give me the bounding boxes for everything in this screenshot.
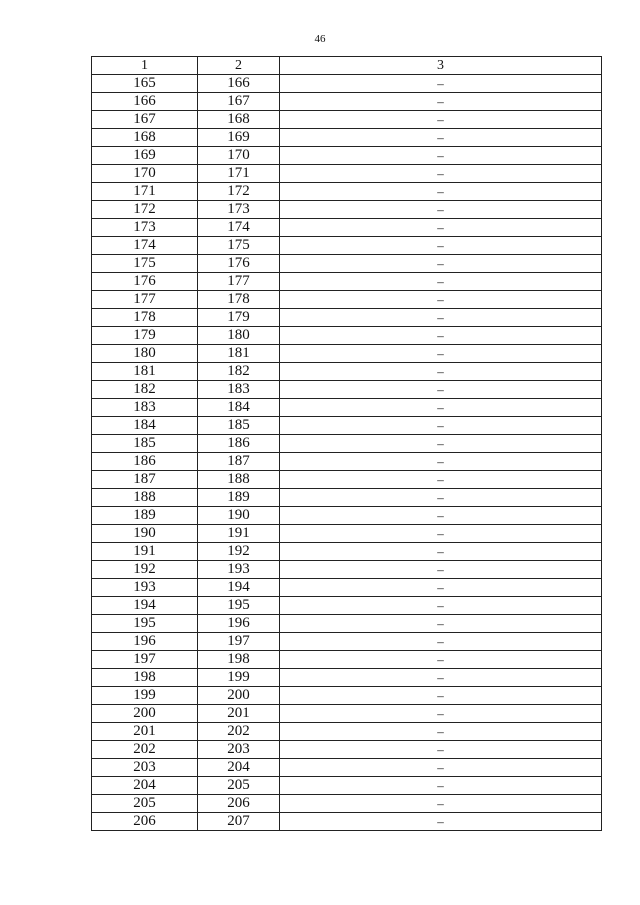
table-cell-col-2: 191	[198, 525, 280, 543]
table-cell-col-3: –	[280, 75, 602, 93]
table-cell-col-3: –	[280, 579, 602, 597]
table-cell-col-3: –	[280, 687, 602, 705]
table-cell-col-3: –	[280, 741, 602, 759]
table-row	[92, 201, 602, 219]
table-cell-col-3: –	[280, 147, 602, 165]
table-cell-col-3: –	[280, 597, 602, 615]
table-cell-col-1: 172	[92, 201, 198, 219]
table-cell-col-1: 205	[92, 795, 198, 813]
table-cell-col-1: 176	[92, 273, 198, 291]
table-cell-col-1: 206	[92, 813, 198, 831]
table-cell-col-3: –	[280, 183, 602, 201]
table-row	[92, 741, 602, 759]
table-cell-col-2: 172	[198, 183, 280, 201]
table-cell-col-1: 192	[92, 561, 198, 579]
page-number: 46	[314, 33, 326, 45]
table-cell-col-1: 181	[92, 363, 198, 381]
table-row	[92, 75, 602, 93]
table-cell-col-1: 194	[92, 597, 198, 615]
table-cell-col-2: 186	[198, 435, 280, 453]
table-row	[92, 705, 602, 723]
table-cell-col-2: 169	[198, 129, 280, 147]
table-row	[92, 147, 602, 165]
table-row	[92, 435, 602, 453]
table-cell-col-2: 183	[198, 381, 280, 399]
table-cell-col-2: 181	[198, 345, 280, 363]
table-cell-col-2: 205	[198, 777, 280, 795]
table-row	[92, 237, 602, 255]
table-cell-col-3: –	[280, 237, 602, 255]
table-row	[92, 561, 602, 579]
table-row	[92, 309, 602, 327]
column-header-3: 3	[280, 57, 602, 75]
table-cell-col-3: –	[280, 129, 602, 147]
table-row	[92, 291, 602, 309]
table-cell-col-1: 191	[92, 543, 198, 561]
table-row	[92, 813, 602, 831]
table-cell-col-1: 193	[92, 579, 198, 597]
table-row	[92, 219, 602, 237]
table-cell-col-3: –	[280, 273, 602, 291]
table-cell-col-2: 201	[198, 705, 280, 723]
table-cell-col-3: –	[280, 651, 602, 669]
table-row	[92, 417, 602, 435]
table-cell-col-3: –	[280, 615, 602, 633]
table-cell-col-1: 189	[92, 507, 198, 525]
column-header-2: 2	[198, 57, 280, 75]
table-cell-col-2: 204	[198, 759, 280, 777]
table-cell-col-2: 206	[198, 795, 280, 813]
table-cell-col-3: –	[280, 489, 602, 507]
table-body	[92, 75, 602, 831]
table-cell-col-2: 195	[198, 597, 280, 615]
table-row	[92, 759, 602, 777]
table-cell-col-3: –	[280, 723, 602, 741]
table-row	[92, 399, 602, 417]
table-row	[92, 489, 602, 507]
table-cell-col-3: –	[280, 165, 602, 183]
table-row	[92, 381, 602, 399]
table-cell-col-2: 192	[198, 543, 280, 561]
table-cell-col-3: –	[280, 795, 602, 813]
table-cell-col-2: 199	[198, 669, 280, 687]
table-cell-col-3: –	[280, 561, 602, 579]
table-cell-col-2: 189	[198, 489, 280, 507]
table-cell-col-1: 197	[92, 651, 198, 669]
table-row	[92, 93, 602, 111]
table-cell-col-1: 202	[92, 741, 198, 759]
table-cell-col-1: 168	[92, 129, 198, 147]
table-cell-col-1: 201	[92, 723, 198, 741]
table-cell-col-2: 173	[198, 201, 280, 219]
table-cell-col-3: –	[280, 363, 602, 381]
table-row	[92, 345, 602, 363]
table-cell-col-1: 170	[92, 165, 198, 183]
table-cell-col-3: –	[280, 111, 602, 129]
table-row	[92, 615, 602, 633]
table-row	[92, 723, 602, 741]
table-cell-col-1: 204	[92, 777, 198, 795]
table-cell-col-2: 187	[198, 453, 280, 471]
table-cell-col-3: –	[280, 669, 602, 687]
table-row	[92, 453, 602, 471]
table-row	[92, 777, 602, 795]
table-cell-col-3: –	[280, 201, 602, 219]
table-cell-col-3: –	[280, 453, 602, 471]
table-cell-col-2: 202	[198, 723, 280, 741]
table-cell-col-2: 197	[198, 633, 280, 651]
table-cell-col-1: 167	[92, 111, 198, 129]
table-row	[92, 111, 602, 129]
table-row	[92, 597, 602, 615]
table-cell-col-3: –	[280, 543, 602, 561]
table-cell-col-3: –	[280, 309, 602, 327]
table-cell-col-2: 200	[198, 687, 280, 705]
table-row	[92, 543, 602, 561]
table-cell-col-1: 174	[92, 237, 198, 255]
table-cell-col-1: 171	[92, 183, 198, 201]
table-cell-col-3: –	[280, 435, 602, 453]
table-cell-col-2: 171	[198, 165, 280, 183]
table-row	[92, 669, 602, 687]
table-cell-col-1: 173	[92, 219, 198, 237]
table-cell-col-3: –	[280, 507, 602, 525]
table-cell-col-3: –	[280, 633, 602, 651]
table-cell-col-2: 185	[198, 417, 280, 435]
table-cell-col-1: 175	[92, 255, 198, 273]
table-cell-col-3: –	[280, 525, 602, 543]
table-cell-col-1: 188	[92, 489, 198, 507]
table-cell-col-3: –	[280, 219, 602, 237]
table-cell-col-2: 184	[198, 399, 280, 417]
table-cell-col-2: 166	[198, 75, 280, 93]
table-cell-col-2: 180	[198, 327, 280, 345]
table-cell-col-3: –	[280, 93, 602, 111]
table-cell-col-1: 203	[92, 759, 198, 777]
table-cell-col-2: 198	[198, 651, 280, 669]
table-cell-col-2: 167	[198, 93, 280, 111]
table-row	[92, 687, 602, 705]
table-cell-col-2: 193	[198, 561, 280, 579]
table-cell-col-1: 195	[92, 615, 198, 633]
table-row	[92, 327, 602, 345]
table-cell-col-2: 203	[198, 741, 280, 759]
table-row	[92, 579, 602, 597]
table-cell-col-2: 196	[198, 615, 280, 633]
table-row	[92, 651, 602, 669]
table-cell-col-3: –	[280, 759, 602, 777]
table-cell-col-1: 169	[92, 147, 198, 165]
table-cell-col-1: 187	[92, 471, 198, 489]
table-cell-col-3: –	[280, 705, 602, 723]
table-cell-col-2: 177	[198, 273, 280, 291]
table-cell-col-3: –	[280, 345, 602, 363]
table-row	[92, 129, 602, 147]
table-row	[92, 165, 602, 183]
table-row	[92, 183, 602, 201]
table-cell-col-1: 166	[92, 93, 198, 111]
table-cell-col-1: 179	[92, 327, 198, 345]
table-cell-col-2: 170	[198, 147, 280, 165]
table-cell-col-1: 180	[92, 345, 198, 363]
table-cell-col-3: –	[280, 417, 602, 435]
table-cell-col-3: –	[280, 777, 602, 795]
table-cell-col-2: 182	[198, 363, 280, 381]
table-cell-col-3: –	[280, 291, 602, 309]
table-cell-col-3: –	[280, 327, 602, 345]
table-row	[92, 255, 602, 273]
table-cell-col-1: 178	[92, 309, 198, 327]
table-cell-col-3: –	[280, 813, 602, 831]
table-cell-col-1: 182	[92, 381, 198, 399]
table-row	[92, 633, 602, 651]
table-cell-col-1: 184	[92, 417, 198, 435]
table-cell-col-2: 190	[198, 507, 280, 525]
table-row	[92, 363, 602, 381]
table-cell-col-2: 188	[198, 471, 280, 489]
table-cell-col-1: 185	[92, 435, 198, 453]
table-cell-col-2: 168	[198, 111, 280, 129]
table-cell-col-2: 179	[198, 309, 280, 327]
table-row	[92, 273, 602, 291]
table-cell-col-2: 207	[198, 813, 280, 831]
table-cell-col-1: 200	[92, 705, 198, 723]
table-cell-col-2: 194	[198, 579, 280, 597]
table-cell-col-2: 176	[198, 255, 280, 273]
table-cell-col-1: 190	[92, 525, 198, 543]
table-cell-col-3: –	[280, 471, 602, 489]
table-cell-col-3: –	[280, 255, 602, 273]
table-cell-col-1: 186	[92, 453, 198, 471]
table-cell-col-3: –	[280, 381, 602, 399]
table-row	[92, 525, 602, 543]
table-cell-col-3: –	[280, 399, 602, 417]
table-row	[92, 507, 602, 525]
table-cell-col-2: 178	[198, 291, 280, 309]
table-cell-col-1: 183	[92, 399, 198, 417]
column-header-1: 1	[92, 57, 198, 75]
table-row	[92, 471, 602, 489]
table-cell-col-2: 175	[198, 237, 280, 255]
table-cell-col-1: 177	[92, 291, 198, 309]
table-row	[92, 795, 602, 813]
data-table	[91, 56, 602, 831]
table-cell-col-1: 196	[92, 633, 198, 651]
table-cell-col-1: 199	[92, 687, 198, 705]
table-header-row	[92, 57, 602, 75]
table-cell-col-1: 198	[92, 669, 198, 687]
table-cell-col-2: 174	[198, 219, 280, 237]
table-cell-col-1: 165	[92, 75, 198, 93]
